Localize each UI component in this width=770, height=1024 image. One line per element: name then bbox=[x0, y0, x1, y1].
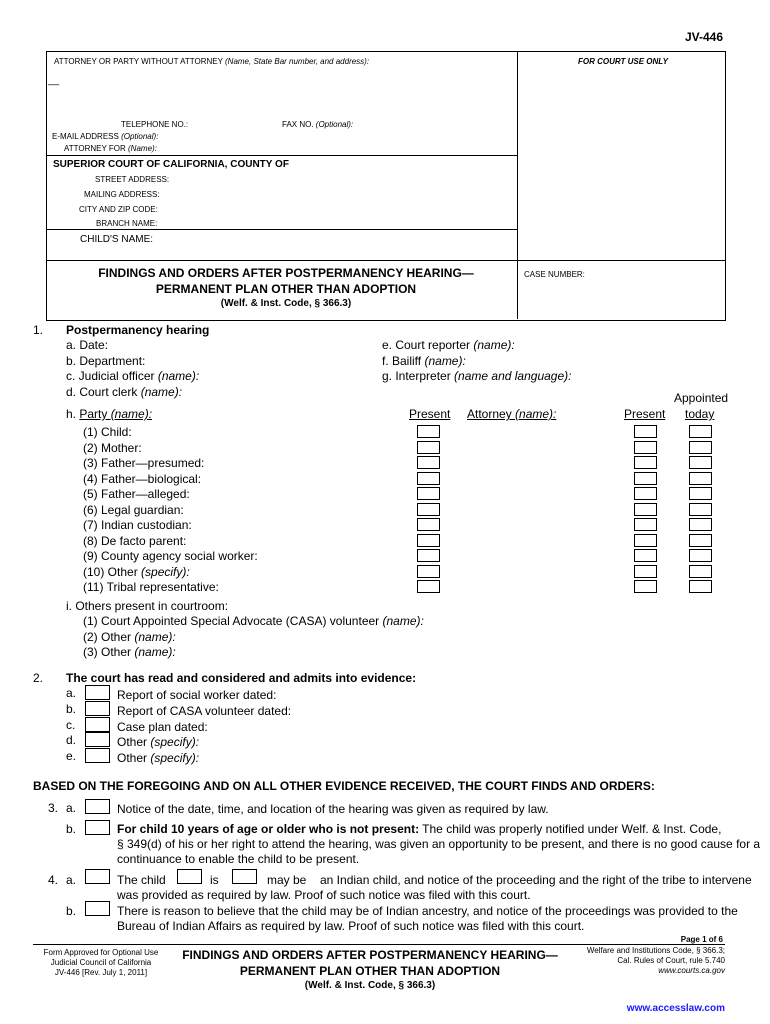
evidence-item-label: Case plan dated: bbox=[117, 719, 208, 734]
branch-label: BRANCH NAME: bbox=[96, 219, 158, 228]
section4a-checkbox[interactable] bbox=[85, 869, 110, 884]
section3a-letter: a. bbox=[66, 801, 77, 815]
others-other-2: (2) Other (name): bbox=[83, 629, 176, 644]
cb-present2-checkbox[interactable] bbox=[634, 580, 657, 593]
cb-appointed-checkbox[interactable] bbox=[689, 487, 712, 500]
childs-name-label: CHILD'S NAME: bbox=[80, 234, 154, 245]
cb-present2-checkbox[interactable] bbox=[634, 441, 657, 454]
others-casa: (1) Court Appointed Special Advocate (CASA) volunteer (name): bbox=[83, 614, 424, 628]
mailing-label: MAILING ADDRESS: bbox=[84, 190, 160, 199]
section2-title: The court has read and considered and admits into evidence: bbox=[66, 671, 417, 685]
party-tribal-rep: (11) Tribal representative: bbox=[83, 580, 219, 594]
cb-appointed-checkbox[interactable] bbox=[689, 456, 712, 469]
section4a-letter: a. bbox=[66, 873, 77, 887]
party-list bbox=[83, 425, 258, 596]
evidence-item-letter: d. bbox=[66, 733, 77, 748]
section1-number: 1. bbox=[33, 323, 44, 337]
evidence-item-label: Report of CASA volunteer dated: bbox=[117, 703, 292, 718]
cb-present2-checkbox[interactable] bbox=[634, 487, 657, 500]
cb-appointed-checkbox[interactable] bbox=[689, 425, 712, 438]
cb-present2-checkbox[interactable] bbox=[634, 425, 657, 438]
section3b-line1: For child 10 years of age or older who is not present: The child was properly notified under Welf. & Inst. Code, bbox=[117, 822, 722, 836]
attorney-field[interactable]: __ bbox=[48, 75, 60, 86]
cb-appointed-checkbox[interactable] bbox=[689, 503, 712, 516]
others-title: i. Others present in courtroom: bbox=[66, 599, 229, 613]
form-approval: Form Approved for Optional Use Judicial Council of California JV-446 [Rev. July 1, 2011] bbox=[43, 948, 159, 977]
email-label: E-MAIL ADDRESS (Optional): bbox=[52, 132, 159, 141]
hearing-info-left bbox=[66, 338, 199, 400]
cb-appointed-checkbox[interactable] bbox=[689, 565, 712, 578]
case-number-label: CASE NUMBER: bbox=[524, 270, 585, 279]
cb-appointed-checkbox[interactable] bbox=[689, 534, 712, 547]
cb-present-checkbox[interactable] bbox=[417, 487, 440, 500]
cb-present-checkbox[interactable] bbox=[417, 565, 440, 578]
street-label: STREET ADDRESS: bbox=[95, 175, 170, 184]
section3a-text: Notice of the date, time, and location of the hearing was given as required by law. bbox=[117, 802, 549, 816]
evidence-item-letter: e. bbox=[66, 749, 77, 764]
evidence-item-checkbox[interactable] bbox=[85, 748, 110, 763]
party-legal-guardian: (6) Legal guardian: bbox=[83, 502, 184, 517]
cb-present2-checkbox[interactable] bbox=[634, 472, 657, 485]
party-social-worker: (9) County agency social worker: bbox=[83, 549, 258, 563]
section3a-checkbox[interactable] bbox=[85, 799, 110, 814]
cb-present2-checkbox[interactable] bbox=[634, 503, 657, 516]
section3b-line3: continuance to enable the child to be present. bbox=[117, 852, 360, 866]
party-father-presumed: (3) Father—presumed: bbox=[83, 456, 205, 470]
section3b-checkbox[interactable] bbox=[85, 820, 110, 835]
fax-label: FAX NO. (Optional): bbox=[282, 120, 354, 129]
cb-present2-checkbox[interactable] bbox=[634, 534, 657, 547]
others-other-3: (3) Other (name): bbox=[83, 645, 176, 659]
form-title-line3: (Welf. & Inst. Code, § 366.3) bbox=[220, 298, 352, 309]
cb-present2-checkbox[interactable] bbox=[634, 518, 657, 531]
cb-appointed-checkbox[interactable] bbox=[689, 580, 712, 593]
section4a-may-be: may be bbox=[267, 873, 307, 887]
party-indian-custodian: (7) Indian custodian: bbox=[83, 518, 192, 532]
party-father-alleged: (5) Father—alleged: bbox=[83, 487, 190, 501]
section4a-line2: was provided as required by law. Proof of such notice was filed with this court. bbox=[117, 888, 531, 902]
cb-present2-checkbox[interactable] bbox=[634, 456, 657, 469]
section4a-may-be-checkbox[interactable] bbox=[232, 869, 257, 884]
cb-present-checkbox[interactable] bbox=[417, 456, 440, 469]
section4a-rest: an Indian child, and notice of the proceeding and the right of the tribe to intervene bbox=[320, 873, 752, 887]
section2-number: 2. bbox=[33, 671, 44, 685]
date-label: a. Date: bbox=[66, 338, 109, 352]
court-use-label: FOR COURT USE ONLY bbox=[578, 57, 668, 66]
appointed-header: Appointed bbox=[674, 391, 729, 405]
party-mother: (2) Mother: bbox=[83, 440, 142, 455]
form-number: JV-446 bbox=[684, 30, 723, 44]
court-clerk-label: d. Court clerk (name): bbox=[66, 384, 183, 399]
telephone-label: TELEPHONE NO.: bbox=[121, 120, 189, 129]
footer-title-line1: FINDINGS AND ORDERS AFTER POSTPERMANENCY HEARING— bbox=[182, 948, 558, 962]
evidence-item-label: Report of social worker dated: bbox=[117, 688, 277, 702]
form-title-line2: PERMANENT PLAN OTHER THAN ADOPTION bbox=[155, 282, 417, 296]
form-title-line1: FINDINGS AND ORDERS AFTER POSTPERMANENCY HEARING— bbox=[98, 266, 474, 280]
evidence-item-letter: c. bbox=[66, 717, 76, 732]
court-title: SUPERIOR COURT OF CALIFORNIA, COUNTY OF bbox=[53, 159, 289, 170]
cb-appointed-checkbox[interactable] bbox=[689, 472, 712, 485]
cb-present-checkbox[interactable] bbox=[417, 580, 440, 593]
cb-present2-checkbox[interactable] bbox=[634, 549, 657, 562]
attorney-for-label: ATTORNEY FOR (Name): bbox=[64, 144, 157, 153]
accesslaw-link[interactable]: www.accesslaw.com bbox=[626, 1003, 725, 1014]
interpreter-label: g. Interpreter (name and language): bbox=[382, 369, 572, 383]
section4a-is: is bbox=[210, 873, 219, 887]
others-list bbox=[83, 614, 424, 661]
cb-present-checkbox[interactable] bbox=[417, 534, 440, 547]
cb-present-checkbox[interactable] bbox=[417, 441, 440, 454]
cb-appointed-checkbox[interactable] bbox=[689, 441, 712, 454]
footer-title-line2: PERMANENT PLAN OTHER THAN ADOPTION bbox=[239, 964, 501, 978]
cb-appointed-checkbox[interactable] bbox=[689, 518, 712, 531]
section4a-the-child: The child bbox=[117, 873, 166, 887]
department-label: b. Department: bbox=[66, 353, 146, 368]
evidence-item-checkbox[interactable] bbox=[85, 701, 110, 716]
section1-title: Postpermanency hearing bbox=[66, 323, 210, 337]
evidence-item-checkbox[interactable] bbox=[85, 732, 110, 747]
cb-present-checkbox[interactable] bbox=[417, 503, 440, 516]
cb-present-checkbox[interactable] bbox=[417, 472, 440, 485]
present2-header: Present bbox=[624, 407, 666, 421]
today-header: today bbox=[685, 407, 715, 421]
page-number: Page 1 of 6 bbox=[680, 935, 723, 944]
court-reporter-label: e. Court reporter (name): bbox=[382, 338, 515, 352]
legal-citations: Welfare and Institutions Code, § 366.3; Cal. Rules of Court, rule 5.740 www.courts.ca.gov bbox=[586, 946, 725, 975]
party-de-facto-parent: (8) De facto parent: bbox=[83, 533, 187, 548]
section3b-line2: § 349(d) of his or her right to attend the hearing, was given an opportunity to be present, and there is no good cause for a bbox=[117, 837, 761, 851]
city-label: CITY AND ZIP CODE: bbox=[79, 205, 158, 214]
section4b-letter: b. bbox=[66, 904, 77, 918]
bailiff-label: f. Bailiff (name): bbox=[382, 353, 466, 368]
section4b-line1: There is reason to believe that the child may be of Indian ancestry, and notice of the proceedings was provided to the bbox=[117, 904, 738, 918]
hearing-info-right bbox=[382, 338, 571, 385]
section4b-checkbox[interactable] bbox=[85, 901, 110, 916]
judicial-officer-label: c. Judicial officer (name): bbox=[66, 369, 200, 383]
cb-present2-checkbox[interactable] bbox=[634, 565, 657, 578]
present-header: Present bbox=[409, 407, 451, 421]
evidence-item-checkbox[interactable] bbox=[85, 685, 110, 700]
party-child: (1) Child: bbox=[83, 425, 132, 439]
evidence-item-checkbox[interactable] bbox=[85, 717, 110, 732]
cb-appointed-checkbox[interactable] bbox=[689, 549, 712, 562]
evidence-item-label: Other (specify): bbox=[117, 735, 200, 750]
evidence-item-letter: a. bbox=[66, 686, 77, 700]
party-header: h. Party (name): bbox=[66, 407, 153, 421]
attorney-label: ATTORNEY OR PARTY WITHOUT ATTORNEY (Name, State Bar number, and address): bbox=[54, 57, 370, 66]
cb-present-checkbox[interactable] bbox=[417, 425, 440, 438]
section4-number: 4. bbox=[48, 873, 59, 887]
evidence-item-label: Other (specify): bbox=[117, 751, 200, 766]
footer-title-line3: (Welf. & Inst. Code, § 366.3) bbox=[304, 980, 436, 991]
section4a-is-checkbox[interactable] bbox=[177, 869, 202, 884]
section4b-line2: Bureau of Indian Affairs as required by law. Proof of such notice was filed with this court. bbox=[117, 919, 585, 933]
section3b-letter: b. bbox=[66, 822, 77, 836]
cb-present-checkbox[interactable] bbox=[417, 549, 440, 562]
attorney-header: Attorney (name): bbox=[467, 407, 557, 421]
caption-box bbox=[46, 51, 726, 321]
party-father-biological: (4) Father—biological: bbox=[83, 471, 202, 486]
findings-heading: BASED ON THE FOREGOING AND ON ALL OTHER EVIDENCE RECEIVED, THE COURT FINDS AND ORDERS: bbox=[33, 779, 655, 793]
party-other: (10) Other (specify): bbox=[83, 564, 190, 579]
cb-present-checkbox[interactable] bbox=[417, 518, 440, 531]
evidence-item-letter: b. bbox=[66, 701, 77, 716]
section3-number: 3. bbox=[48, 801, 59, 815]
